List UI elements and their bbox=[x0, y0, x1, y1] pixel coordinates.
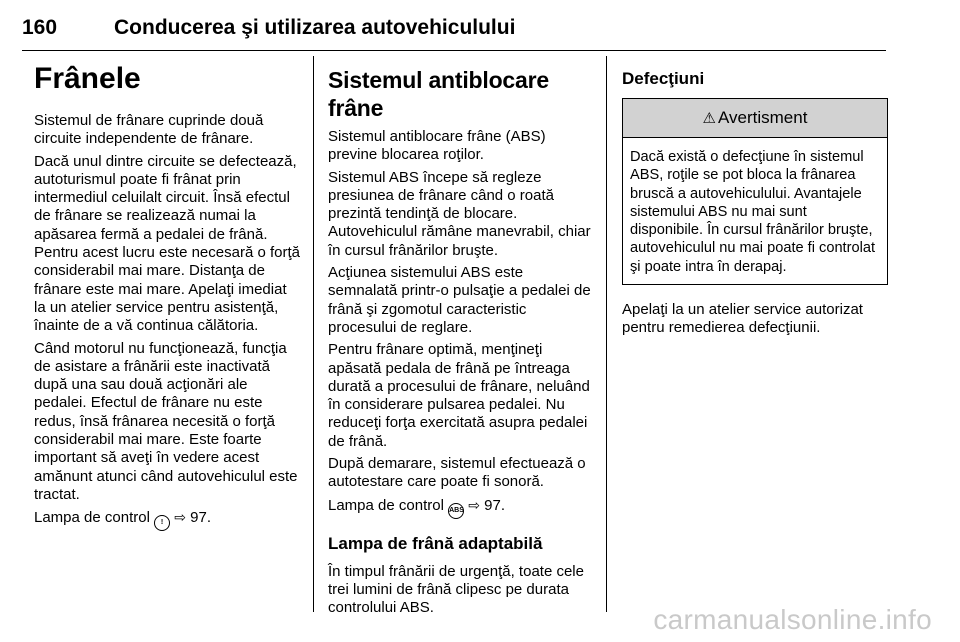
section-heading-abs: Sistemul antiblocare frâne bbox=[328, 67, 549, 121]
paragraph: Sistemul antiblocare frâne (ABS) previne blocarea roţilor. bbox=[328, 128, 546, 164]
watermark: carmanualsonline.info bbox=[653, 604, 932, 635]
column-faults bbox=[622, 56, 888, 342]
abs-lamp-icon: ABS bbox=[448, 503, 464, 519]
brake-warning-lamp-icon: ! bbox=[154, 515, 170, 531]
column-abs bbox=[328, 56, 596, 622]
warning-box bbox=[622, 98, 888, 285]
paragraph: Apelaţi la un atelier service autorizat pentru remedierea defecţiunii. bbox=[622, 301, 863, 337]
page-reference-arrow-icon: ⇨ bbox=[468, 496, 480, 513]
section-heading-brakes: Frânele bbox=[34, 62, 141, 95]
column-brakes bbox=[34, 56, 302, 535]
warning-title: Avertisment bbox=[718, 108, 808, 127]
control-lamp-reference bbox=[34, 508, 302, 531]
paragraph: Sistemul de frânare cuprinde două circuite independente de frânare. bbox=[34, 112, 264, 148]
control-lamp-reference bbox=[328, 496, 596, 519]
paragraph: Dacă unul dintre circuite se defectează, autoturismul poate fi frânat prin intermediul celuilalt circuit. Însă efectul de frânare se realizează numai la apăsarea fermă a pedalei de frână. Pentru acest lucru este necesară o forţă considerabil mai mare. Distanţa de frânare este mai mare. Apelaţi imediat la un atelier service pentru asistenţă, înainte de a vă continua călătoria. bbox=[34, 152, 300, 335]
paragraph: Pentru frânare optimă, menţineţi apăsată pedala de frână pe întreaga durată a procesului de frânare, neluând în considerare pulsarea pedalei. Nu reduceţi forţa exercitată asupra pedalei de frână. bbox=[328, 341, 590, 450]
warning-text: Dacă există o defecţiune în sistemul ABS, roţile se pot bloca la frânarea bruscă a autovehiculului. Avantajele sistemului ABS nu mai sunt disponibile. În cursul frânărilor bruşte, autovehiculul nu mai poate fi controlat şi poate intra în derapaj. bbox=[630, 149, 876, 275]
paragraph: Acţiunea sistemului ABS este semnalată printr-o pulsaţie a pedalei de frână şi zgomotul caracteristic procesului de reglare. bbox=[328, 264, 591, 336]
paragraph: Când motorul nu funcţionează, funcţia de asistare a frânării este inactivată după una sau două acţionări ale pedalei. Efectul de frânare nu este redus, însă frânarea necesită o forţă considerabil mai mare. Este foarte important să aveţi în vedere acest amănunt atunci când autovehiculul este tractat. bbox=[34, 339, 298, 503]
warning-header bbox=[623, 99, 887, 138]
paragraph: Sistemul ABS începe să regleze presiunea de frânare când o roată prezintă tendinţă de blocare. Autovehiculul rămâne manevrabil, chiar în cursul frânărilor bruşte. bbox=[328, 168, 591, 259]
warning-triangle-icon: ⚠ bbox=[702, 110, 716, 127]
running-title: Conducerea şi utilizarea autovehiculului bbox=[114, 16, 516, 39]
column-divider bbox=[313, 56, 314, 612]
paragraph: În timpul frânării de urgenţă, toate cele trei lumini de frână clipesc pe durata controlului ABS. bbox=[328, 562, 584, 617]
paragraph: După demarare, sistemul efectuează o autotestare care poate fi sonoră. bbox=[328, 455, 586, 491]
subheading-adaptive-brake-light: Lampa de frână adaptabilă bbox=[328, 533, 543, 553]
section-heading-faults: Defecţiuni bbox=[622, 69, 705, 88]
reference-text: Lampa de control bbox=[34, 509, 150, 527]
warning-body bbox=[623, 138, 887, 284]
page-reference-arrow-icon: ⇨ bbox=[174, 509, 186, 526]
reference-page[interactable]: 97. bbox=[484, 496, 506, 514]
reference-page[interactable]: 97. bbox=[190, 509, 212, 527]
page-number: 160 bbox=[22, 16, 58, 39]
reference-text: Lampa de control bbox=[328, 496, 444, 514]
column-divider bbox=[606, 56, 607, 612]
page-header bbox=[22, 16, 886, 51]
